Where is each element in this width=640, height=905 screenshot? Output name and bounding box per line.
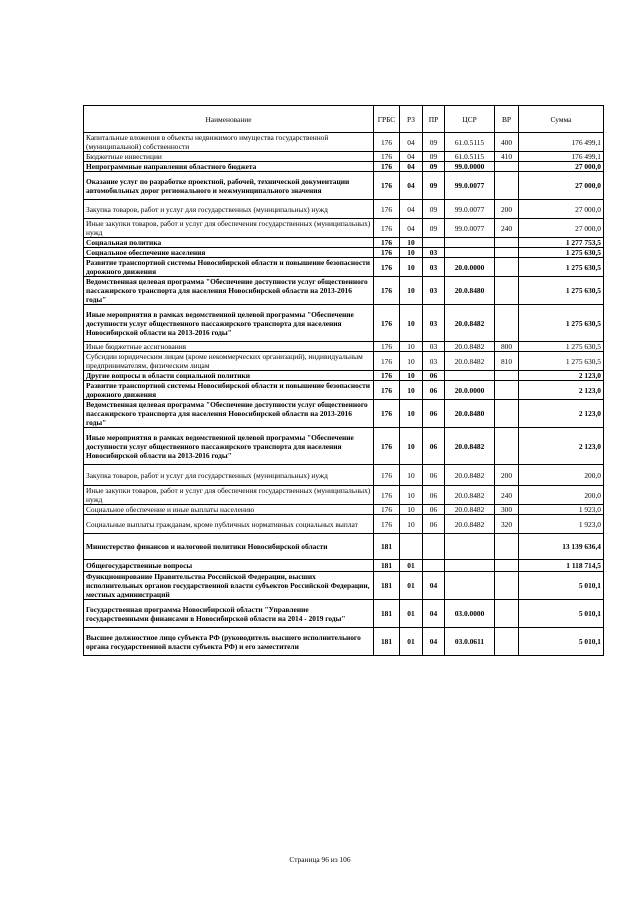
cell-sum: 176 499,1: [519, 133, 604, 152]
cell-csr: 20.0.8482: [445, 428, 495, 465]
cell-pr: 04: [423, 628, 445, 656]
cell-pr: 09: [423, 200, 445, 219]
cell-pr: 06: [423, 381, 445, 400]
cell-vr: [495, 371, 519, 381]
cell-sum: 1 275 630,5: [519, 352, 604, 371]
cell-sum: 5 010,1: [519, 600, 604, 628]
cell-csr: [445, 534, 495, 560]
cell-name: Иные закупки товаров, работ и услуг для обеспечения государственных (муниципальных) нужд: [84, 219, 374, 238]
cell-sum: 1 923,0: [519, 505, 604, 515]
cell-rz: 10: [400, 258, 423, 277]
cell-csr: 61.0.5115: [445, 152, 495, 162]
cell-pr: 06: [423, 428, 445, 465]
cell-pr: 09: [423, 172, 445, 200]
cell-csr: [445, 560, 495, 572]
cell-grbs: 176: [374, 371, 400, 381]
cell-csr: 20.0.8482: [445, 342, 495, 352]
cell-pr: 04: [423, 572, 445, 600]
cell-rz: 10: [400, 428, 423, 465]
cell-grbs: 176: [374, 400, 400, 428]
cell-sum: 1 275 630,5: [519, 305, 604, 342]
cell-csr: 20.0.8482: [445, 515, 495, 534]
cell-rz: 10: [400, 381, 423, 400]
cell-sum: 1 275 630,5: [519, 258, 604, 277]
cell-name: Социальные выплаты гражданам, кроме публичных нормативных социальных выплат: [84, 515, 374, 534]
cell-grbs: 176: [374, 238, 400, 248]
cell-csr: 20.0.8480: [445, 277, 495, 305]
cell-csr: [445, 572, 495, 600]
cell-vr: [495, 277, 519, 305]
cell-name: Развитие транспортной системы Новосибирской области и повышение безопасности дорожного движения: [84, 381, 374, 400]
cell-vr: [495, 560, 519, 572]
cell-sum: 1 118 714,5: [519, 560, 604, 572]
cell-grbs: 176: [374, 152, 400, 162]
cell-rz: 10: [400, 352, 423, 371]
cell-rz: 04: [400, 172, 423, 200]
cell-csr: 20.0.8482: [445, 486, 495, 505]
cell-sum: 2 123,0: [519, 400, 604, 428]
cell-vr: [495, 248, 519, 258]
cell-grbs: 181: [374, 572, 400, 600]
cell-vr: 810: [495, 352, 519, 371]
cell-pr: 03: [423, 342, 445, 352]
cell-rz: 10: [400, 486, 423, 505]
cell-grbs: 176: [374, 352, 400, 371]
table-row: [84, 305, 604, 342]
cell-pr: 03: [423, 277, 445, 305]
cell-name: Функционирование Правительства Российской Федерации, высших исполнительных органов государственной власти субъектов Российской Федерации, местных администраций: [84, 572, 374, 600]
cell-name: Государственная программа Новосибирской области "Управление государственными финансами в Новосибирской области на 2014 - 2019 годы": [84, 600, 374, 628]
cell-name: Ведомственная целевая программа "Обеспечение доступности услуг общественного пассажирского транспорта для населения Новосибирской области на 2013-2016 годы": [84, 277, 374, 305]
cell-vr: [495, 258, 519, 277]
cell-name: Развитие транспортной системы Новосибирской области и повышение безопасности дорожного движения: [84, 258, 374, 277]
page-number: Страница 96 из 106: [289, 855, 351, 864]
cell-grbs: 176: [374, 428, 400, 465]
cell-csr: 03.0.0000: [445, 600, 495, 628]
cell-sum: 1 275 630,5: [519, 342, 604, 352]
cell-sum: 5 010,1: [519, 628, 604, 656]
cell-sum: 1 277 753,5: [519, 238, 604, 248]
cell-rz: 04: [400, 162, 423, 172]
cell-rz: 10: [400, 371, 423, 381]
cell-vr: [495, 572, 519, 600]
cell-grbs: 176: [374, 277, 400, 305]
cell-grbs: 176: [374, 162, 400, 172]
cell-grbs: 176: [374, 258, 400, 277]
cell-csr: 20.0.8482: [445, 465, 495, 486]
table-row: [84, 162, 604, 172]
cell-csr: [445, 238, 495, 248]
cell-vr: [495, 162, 519, 172]
cell-csr: 99.0.0077: [445, 172, 495, 200]
cell-pr: 04: [423, 600, 445, 628]
cell-vr: 240: [495, 486, 519, 505]
table-row: [84, 219, 604, 238]
cell-name: Другие вопросы в области социальной политики: [84, 371, 374, 381]
cell-name: Общегосударственные вопросы: [84, 560, 374, 572]
cell-csr: [445, 248, 495, 258]
cell-pr: 06: [423, 505, 445, 515]
cell-vr: [495, 428, 519, 465]
cell-grbs: 176: [374, 515, 400, 534]
cell-vr: 320: [495, 515, 519, 534]
cell-rz: 10: [400, 515, 423, 534]
cell-grbs: 176: [374, 465, 400, 486]
header-name: Наименование: [84, 106, 374, 133]
cell-pr: 09: [423, 152, 445, 162]
cell-pr: 09: [423, 133, 445, 152]
header-vr: ВР: [495, 106, 519, 133]
cell-vr: 300: [495, 505, 519, 515]
table-row: [84, 133, 604, 152]
cell-vr: [495, 400, 519, 428]
cell-pr: [423, 238, 445, 248]
cell-csr: 99.0.0077: [445, 219, 495, 238]
cell-name: Оказание услуг по разработке проектной, рабочей, технической документации автомобильных дорог регионального и межмуниципального значения: [84, 172, 374, 200]
header-csr: ЦСР: [445, 106, 495, 133]
cell-rz: 10: [400, 505, 423, 515]
cell-rz: 04: [400, 200, 423, 219]
cell-vr: 200: [495, 200, 519, 219]
cell-sum: 5 010,1: [519, 572, 604, 600]
cell-name: Министерство финансов и налоговой политики Новосибирской области: [84, 534, 374, 560]
table-row: [84, 628, 604, 656]
cell-csr: 20.0.0000: [445, 381, 495, 400]
cell-name: Иные мероприятия в рамках ведомственной целевой программы "Обеспечение доступности услуг общественного пассажирского транспорта для населения Новосибирской области на 2013-2016 годы": [84, 305, 374, 342]
cell-rz: 01: [400, 600, 423, 628]
cell-sum: 1 275 630,5: [519, 248, 604, 258]
table-row: [84, 238, 604, 248]
cell-pr: 06: [423, 515, 445, 534]
budget-table: [83, 105, 604, 656]
cell-csr: 20.0.0000: [445, 258, 495, 277]
cell-pr: 06: [423, 465, 445, 486]
table-row: [84, 560, 604, 572]
cell-pr: 03: [423, 258, 445, 277]
cell-sum: 1 923,0: [519, 515, 604, 534]
table-row: [84, 342, 604, 352]
cell-sum: 200,0: [519, 465, 604, 486]
cell-name: Ведомственная целевая программа "Обеспечение доступности услуг общественного пассажирского транспорта для населения Новосибирской области на 2013-2016 годы": [84, 400, 374, 428]
table-row: [84, 465, 604, 486]
cell-vr: [495, 600, 519, 628]
table-body: [84, 133, 604, 656]
table-row: [84, 486, 604, 505]
cell-rz: 10: [400, 305, 423, 342]
cell-vr: [495, 238, 519, 248]
cell-name: Высшее должностное лицо субъекта РФ (руководитель высшего исполнительного органа государственной власти субъекта РФ) и его заместители: [84, 628, 374, 656]
table-row: [84, 371, 604, 381]
table-row: [84, 515, 604, 534]
cell-rz: 01: [400, 628, 423, 656]
table-row: [84, 258, 604, 277]
cell-grbs: 176: [374, 248, 400, 258]
table-row: [84, 200, 604, 219]
cell-name: Субсидии юридическим лицам (кроме некоммерческих организаций), индивидуальным предпринимателям, физическим лицам: [84, 352, 374, 371]
cell-csr: 20.0.8482: [445, 505, 495, 515]
cell-name: Закупка товаров, работ и услуг для государственных (муниципальных) нужд: [84, 200, 374, 219]
cell-name: Иные мероприятия в рамках ведомственной целевой программы "Обеспечение доступности услуг общественного пассажирского транспорта для населения Новосибирской области на 2013-2016 годы": [84, 428, 374, 465]
cell-name: Бюджетные инвестиции: [84, 152, 374, 162]
cell-vr: [495, 172, 519, 200]
table-row: [84, 248, 604, 258]
table-row: [84, 172, 604, 200]
cell-sum: 176 499,1: [519, 152, 604, 162]
cell-grbs: 181: [374, 628, 400, 656]
cell-rz: 04: [400, 219, 423, 238]
cell-grbs: 181: [374, 560, 400, 572]
cell-sum: 200,0: [519, 486, 604, 505]
cell-pr: 09: [423, 219, 445, 238]
cell-sum: 27 000,0: [519, 162, 604, 172]
cell-vr: 200: [495, 465, 519, 486]
cell-vr: 240: [495, 219, 519, 238]
cell-csr: 20.0.8480: [445, 400, 495, 428]
cell-rz: 04: [400, 133, 423, 152]
cell-pr: [423, 560, 445, 572]
cell-pr: 06: [423, 371, 445, 381]
cell-grbs: 176: [374, 219, 400, 238]
cell-csr: 03.0.0611: [445, 628, 495, 656]
cell-sum: 2 123,0: [519, 371, 604, 381]
cell-pr: 03: [423, 305, 445, 342]
cell-sum: 2 123,0: [519, 428, 604, 465]
header-rz: РЗ: [400, 106, 423, 133]
cell-rz: 10: [400, 248, 423, 258]
table-row: [84, 400, 604, 428]
cell-csr: [445, 371, 495, 381]
cell-csr: 99.0.0000: [445, 162, 495, 172]
table-row: [84, 572, 604, 600]
cell-sum: 13 139 636,4: [519, 534, 604, 560]
cell-grbs: 176: [374, 305, 400, 342]
cell-csr: 61.0.5115: [445, 133, 495, 152]
header-sum: Сумма: [519, 106, 604, 133]
cell-vr: 400: [495, 133, 519, 152]
cell-name: Закупка товаров, работ и услуг для государственных (муниципальных) нужд: [84, 465, 374, 486]
cell-grbs: 176: [374, 486, 400, 505]
cell-name: Социальная политика: [84, 238, 374, 248]
table-row: [84, 428, 604, 465]
cell-csr: 20.0.8482: [445, 352, 495, 371]
cell-pr: 06: [423, 400, 445, 428]
cell-sum: 2 123,0: [519, 381, 604, 400]
table-row: [84, 277, 604, 305]
cell-sum: 27 000,0: [519, 200, 604, 219]
cell-rz: [400, 534, 423, 560]
cell-rz: 10: [400, 400, 423, 428]
cell-pr: 03: [423, 248, 445, 258]
cell-grbs: 181: [374, 600, 400, 628]
table-row: [84, 381, 604, 400]
cell-rz: 04: [400, 152, 423, 162]
cell-csr: 20.0.8482: [445, 305, 495, 342]
cell-sum: 1 275 630,5: [519, 277, 604, 305]
cell-vr: 410: [495, 152, 519, 162]
cell-name: Социальное обеспечение и иные выплаты населению: [84, 505, 374, 515]
cell-pr: 06: [423, 486, 445, 505]
cell-grbs: 176: [374, 381, 400, 400]
table-row: [84, 534, 604, 560]
cell-rz: 10: [400, 277, 423, 305]
cell-rz: 10: [400, 342, 423, 352]
cell-rz: 01: [400, 572, 423, 600]
cell-vr: [495, 534, 519, 560]
table-row: [84, 505, 604, 515]
header-grbs: ГРБС: [374, 106, 400, 133]
cell-rz: 01: [400, 560, 423, 572]
cell-name: Капитальные вложения в объекты недвижимого имущества государственной (муниципальной) собственности: [84, 133, 374, 152]
cell-vr: [495, 381, 519, 400]
cell-name: Непрограммные направления областного бюджета: [84, 162, 374, 172]
cell-name: Иные закупки товаров, работ и услуг для обеспечения государственных (муниципальных) нужд: [84, 486, 374, 505]
cell-sum: 27 000,0: [519, 172, 604, 200]
cell-grbs: 176: [374, 505, 400, 515]
table-row: [84, 152, 604, 162]
cell-grbs: 181: [374, 534, 400, 560]
cell-csr: 99.0.0077: [445, 200, 495, 219]
table-header-row: [84, 106, 604, 133]
cell-rz: 10: [400, 465, 423, 486]
header-pr: ПР: [423, 106, 445, 133]
cell-pr: [423, 534, 445, 560]
table-row: [84, 600, 604, 628]
cell-grbs: 176: [374, 200, 400, 219]
cell-vr: 800: [495, 342, 519, 352]
cell-name: Социальное обеспечение населения: [84, 248, 374, 258]
cell-grbs: 176: [374, 133, 400, 152]
cell-vr: [495, 628, 519, 656]
cell-name: Иные бюджетные ассигнования: [84, 342, 374, 352]
cell-grbs: 176: [374, 342, 400, 352]
cell-grbs: 176: [374, 172, 400, 200]
cell-pr: 09: [423, 162, 445, 172]
table-row: [84, 352, 604, 371]
cell-sum: 27 000,0: [519, 219, 604, 238]
cell-pr: 03: [423, 352, 445, 371]
cell-vr: [495, 305, 519, 342]
cell-rz: 10: [400, 238, 423, 248]
